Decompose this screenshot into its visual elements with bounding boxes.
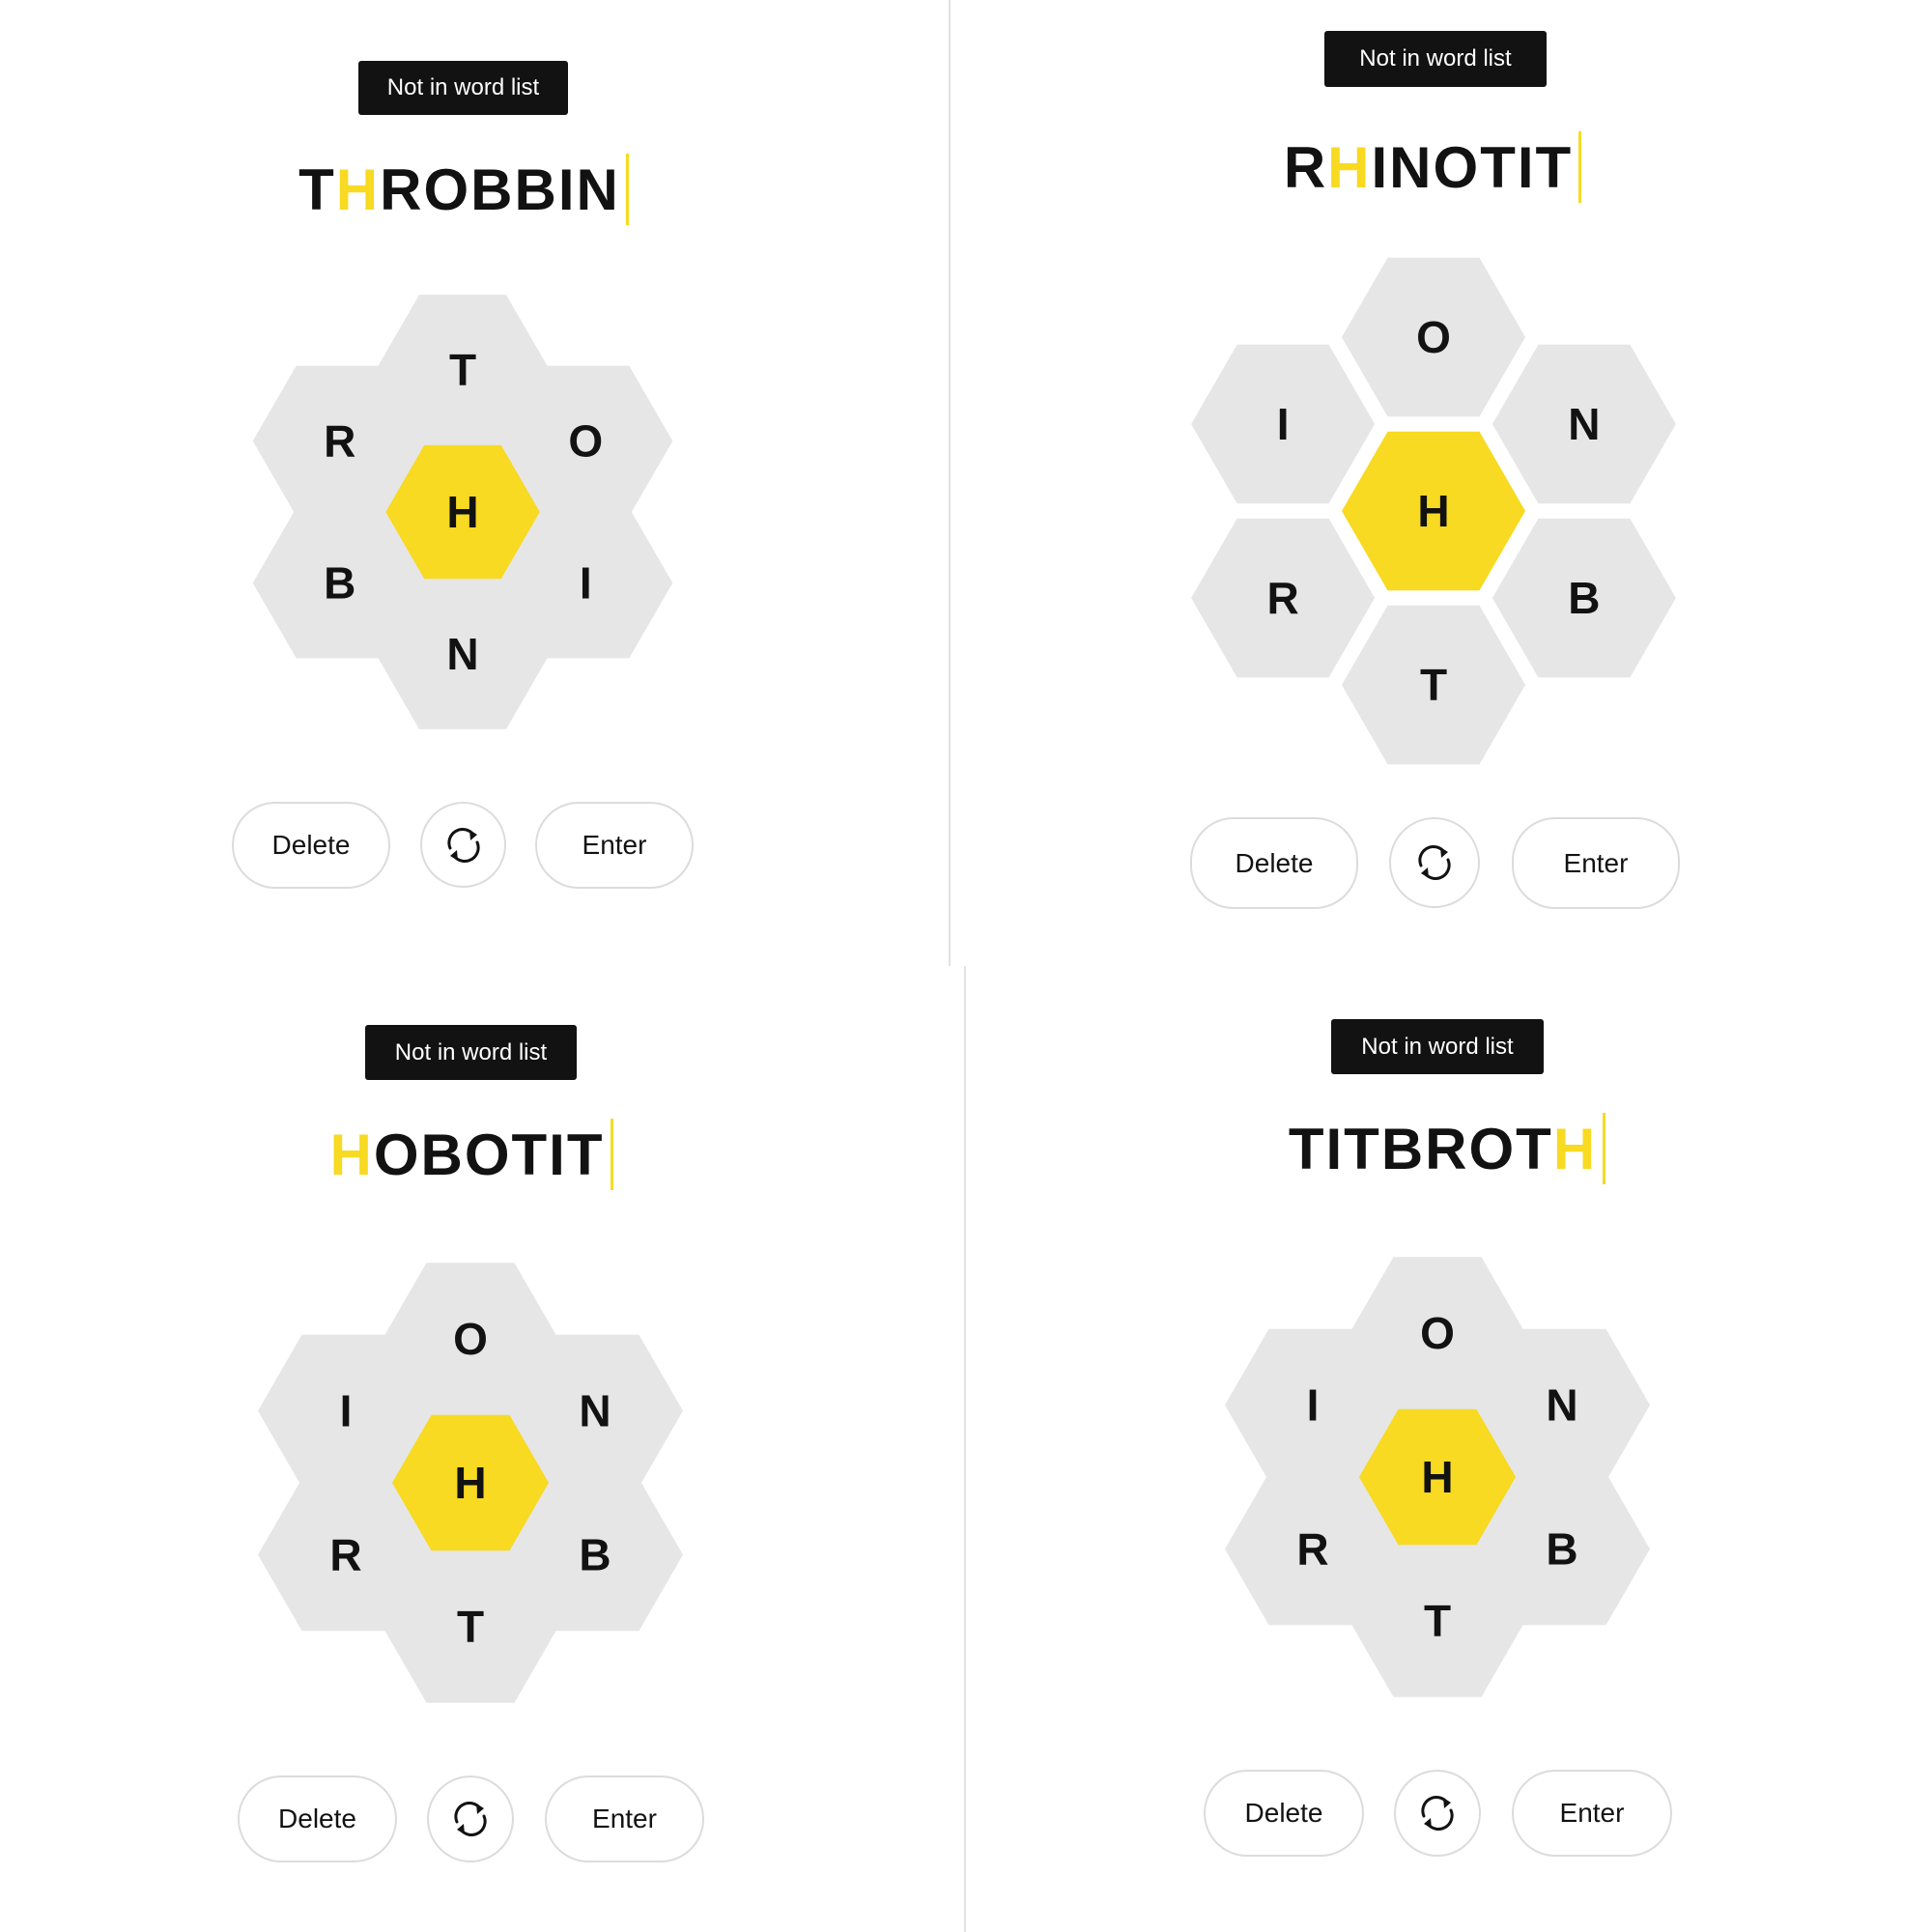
cell-letter: H xyxy=(1417,486,1450,536)
word-letter: T xyxy=(1480,134,1518,200)
cell-letter: N xyxy=(446,629,479,679)
outer-letter-cell[interactable] xyxy=(1191,345,1375,504)
enter-button[interactable]: Enter xyxy=(1512,817,1680,909)
cell-letter: I xyxy=(1306,1379,1320,1431)
word-letter: T xyxy=(1516,1116,1553,1181)
game-panel-3 xyxy=(0,966,966,1932)
cell-letter: H xyxy=(454,1458,487,1508)
shuffle-icon xyxy=(441,823,486,867)
word-letter: O xyxy=(464,1122,512,1187)
game-panel-2 xyxy=(950,0,1932,966)
word-letter: B xyxy=(514,156,558,222)
word-letter: T xyxy=(1288,1116,1326,1181)
cell-letter: O xyxy=(568,415,604,467)
word-letter: B xyxy=(470,156,515,222)
word-letter: O xyxy=(1433,134,1481,200)
cell-letter: T xyxy=(456,1602,485,1652)
delete-button[interactable]: Delete xyxy=(1204,1770,1364,1857)
delete-button[interactable]: Delete xyxy=(1190,817,1358,909)
word-letter: H xyxy=(335,156,381,222)
word-letter: B xyxy=(420,1122,465,1187)
shuffle-button[interactable] xyxy=(1389,817,1480,908)
word-letter: O xyxy=(423,156,471,222)
outer-letter-cell[interactable] xyxy=(1342,258,1525,417)
shuffle-button[interactable] xyxy=(427,1776,514,1862)
delete-button[interactable]: Delete xyxy=(238,1776,397,1862)
not-in-word-list-toast: Not in word list xyxy=(1331,1019,1544,1074)
shuffle-button[interactable] xyxy=(1394,1770,1481,1857)
word-letter: H xyxy=(329,1122,374,1187)
shuffle-icon xyxy=(1412,840,1457,885)
cell-letter: N xyxy=(579,1385,611,1436)
word-letter: I xyxy=(549,1122,567,1187)
word-letter: R xyxy=(380,156,424,222)
cell-letter: H xyxy=(446,487,479,537)
cell-letter: H xyxy=(1421,1452,1454,1502)
word-letter: T xyxy=(298,156,336,222)
cell-letter: R xyxy=(1296,1523,1329,1575)
word-letter: I xyxy=(557,156,577,222)
outer-letter-cell[interactable] xyxy=(1492,345,1676,504)
word-letter: R xyxy=(1425,1116,1469,1181)
shuffle-icon xyxy=(448,1797,493,1841)
shuffle-icon xyxy=(1415,1791,1460,1835)
enter-button[interactable]: Enter xyxy=(545,1776,704,1862)
delete-button[interactable]: Delete xyxy=(232,802,390,889)
game-panel-4 xyxy=(966,966,1932,1932)
cell-letter: O xyxy=(1416,312,1451,362)
cell-letter: B xyxy=(324,557,356,609)
word-letter: T xyxy=(1535,134,1574,200)
cell-letter: I xyxy=(339,1385,353,1436)
outer-letter-cell[interactable] xyxy=(1191,519,1375,678)
word-letter: O xyxy=(1468,1116,1517,1181)
cell-letter: T xyxy=(1423,1596,1452,1646)
cell-letter: R xyxy=(324,415,356,467)
cell-letter: I xyxy=(1276,399,1290,449)
cell-letter: N xyxy=(1568,399,1601,449)
not-in-word-list-toast: Not in word list xyxy=(365,1025,577,1080)
word-letter: N xyxy=(1389,134,1434,200)
word-letter: T xyxy=(566,1122,605,1187)
word-letter: B xyxy=(1380,1116,1426,1181)
word-letter: I xyxy=(1371,134,1390,200)
word-letter: N xyxy=(576,156,620,222)
center-letter-cell[interactable] xyxy=(1342,432,1525,591)
enter-button[interactable]: Enter xyxy=(535,802,694,889)
word-letter: I xyxy=(1517,134,1536,200)
cell-letter: B xyxy=(1568,573,1601,623)
word-letter: I xyxy=(1325,1116,1345,1181)
cell-letter: T xyxy=(448,345,477,395)
word-letter: R xyxy=(1283,134,1328,200)
word-letter: T xyxy=(511,1122,550,1187)
cell-letter: R xyxy=(1266,573,1299,623)
enter-button[interactable]: Enter xyxy=(1512,1770,1672,1857)
cell-letter: I xyxy=(579,557,592,609)
word-letter: H xyxy=(1327,134,1372,200)
outer-letter-cell[interactable] xyxy=(1492,519,1676,678)
cell-letter: O xyxy=(453,1314,488,1364)
word-letter: T xyxy=(1344,1116,1381,1181)
not-in-word-list-toast: Not in word list xyxy=(358,61,568,115)
game-panel-1 xyxy=(0,0,950,966)
cell-letter: T xyxy=(1419,660,1448,710)
not-in-word-list-toast: Not in word list xyxy=(1324,31,1547,87)
cell-letter: B xyxy=(1546,1523,1578,1575)
word-letter: O xyxy=(373,1122,421,1187)
cell-letter: O xyxy=(1420,1308,1455,1358)
cell-letter: N xyxy=(1546,1379,1578,1431)
outer-letter-cell[interactable] xyxy=(1342,606,1525,765)
cell-letter: R xyxy=(329,1529,362,1580)
cell-letter: B xyxy=(579,1529,611,1580)
shuffle-button[interactable] xyxy=(420,802,506,888)
word-letter: H xyxy=(1552,1116,1598,1181)
